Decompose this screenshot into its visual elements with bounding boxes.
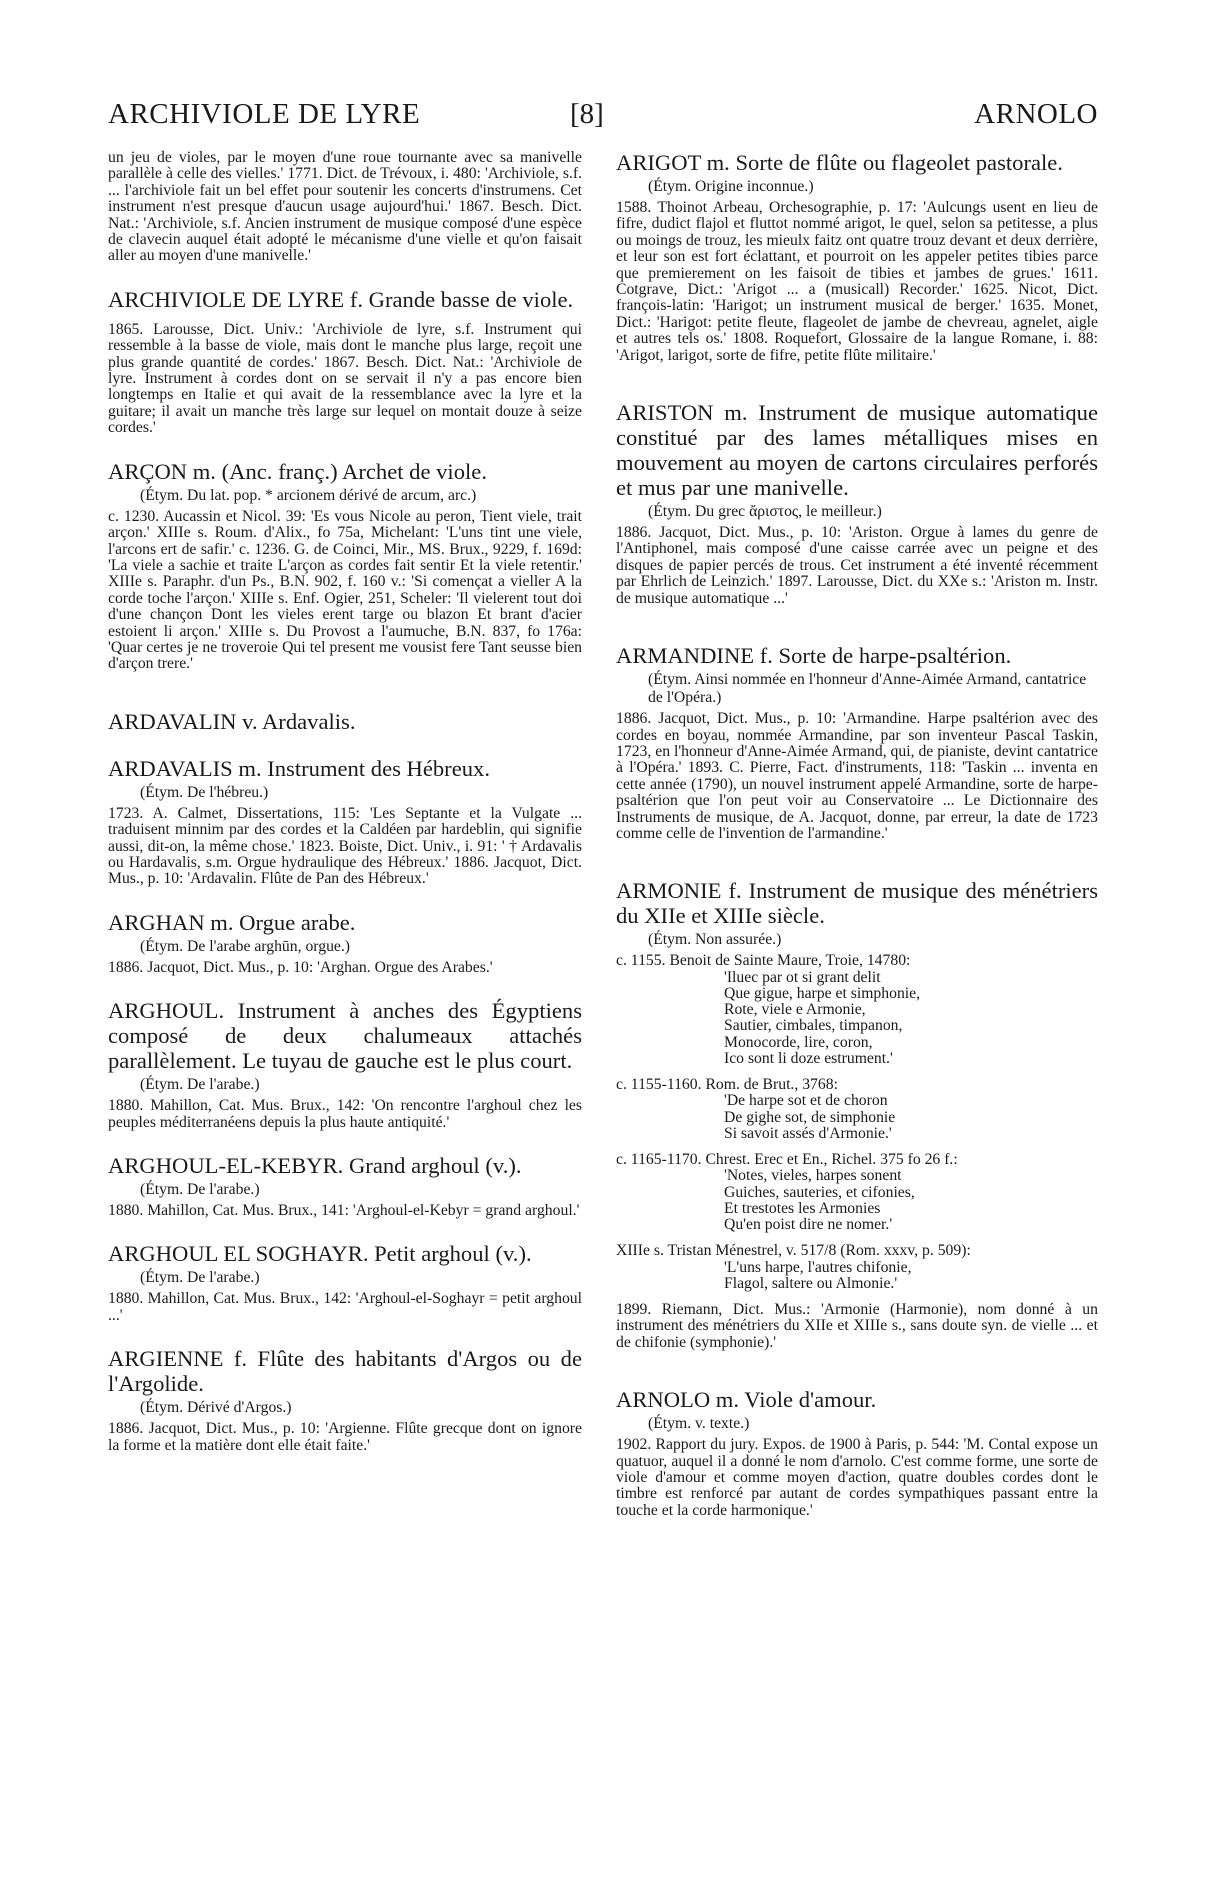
verse-line: 'De harpe sot et de choron [724,1092,888,1110]
entry-continuation: un jeu de violes, par le moyen d'une roue tournante avec sa manivelle parallèle à celle des vielles.' 1771. Dict. de Trévoux, i. 480: 'Archiviole, s.f. ... l'archiviole fait un bel effet pour soutenir les concerts d'instrumens. Cet instrument n'est presque d'aucun usage aujourd'hui.' 1867. Besch. Dict. Nat.: 'Archiviole, s.f. Ancien instrument de musique composé d'une espèce de clavecin auquel était adopté le mécanisme d'une vielle et qu'on faisait aller au moyen d'une manivelle.' [108,149,582,265]
verse-line: Rote, viele e Armonie, [724,1001,866,1019]
verse-line: Ico sont li doze estrument.' [724,1049,893,1067]
entry-ariston [616,400,1098,607]
entry-citations: 1886. Jacquot, Dict. Mus., p. 10: 'Ariston. Orgue à lames du genre de l'Antiphonel, mais composé d'une caisse carrée avec un peigne et des disques de papier percés de trous. Cet instrument a été inventé récemment par Ehrlich de Leinzich.' 1897. Larousse, Dict. du XXe s.: 'Ariston m. Instr. de musique automatique ...' [616,524,1098,607]
verse-line: Que gigue, harpe et simphonie, [724,984,921,1002]
left-column [108,150,582,1454]
entry-citation: 1899. Riemann, Dict. Mus.: 'Armonie (Harmonie), nom donné à un instrument des ménétriers du XIIe et XIIIe s., sans doute syn. de vielle ... et de chifonie (symphonie).' [616,1301,1098,1351]
entry-argienne [108,1346,582,1454]
entry-arghoul-el-kebyr [108,1153,582,1219]
verse-line: De gighe sot, de simphonie [724,1108,896,1126]
entry-headword: ARÇON m. (Anc. franç.) Archet de viole. [108,458,487,484]
entry-headword: ARGIENNE f. Flûte des habitants d'Argos ou de l'Argolide. [108,1346,582,1397]
entry-citations: 1865. Larousse, Dict. Univ.: 'Archiviole de lyre, s.f. Instrument qui ressemble à la basse de viole, mais dont le manche plus large, reçoit une plus grande quantité de cordes.' 1867. Besch. Dict. Nat.: 'Archiviole de lyre. Instrument à cordes dont on se servait il n'y a pas encore bien longtemps en Italie et qui avait de la ressemblance avec la lyre et la guitare; il avait un manche très large sur lequel on montait douze à seize cordes.' [108,320,582,437]
running-head-right: ARNOLO [974,98,1098,130]
verse-line: Qu'en poist dire ne nomer.' [724,1216,893,1233]
entry-etymology: (Étym. Du grec ἄριστος, le meilleur.) [648,503,882,521]
verse-line: Et trestotes les Armonies [724,1199,881,1217]
entry-citation: c. 1155-1160. Rom. de Brut., 3768: [616,1075,838,1093]
entry-citation: c. 1155. Benoit de Sainte Maure, Troie, 14780: [616,952,911,970]
entry-citation: XIIIe s. Tristan Ménestrel, v. 517/8 (Rom. xxxv, p. 509): [616,1242,971,1260]
entry-etymology: (Étym. De l'arabe.) [140,1181,260,1198]
entry-headword: ARGHOUL EL SOGHAYR. Petit arghoul (v.). [108,1241,532,1267]
entry-arghoul [108,998,582,1131]
entry-etymology: (Étym. v. texte.) [648,1415,750,1433]
entry-arghoul-el-soghayr [108,1241,582,1324]
verse-line: 'L'uns harpe, l'autres chifonie, [724,1258,912,1276]
entry-arnolo [616,1387,1098,1519]
entry-citations: 1886. Jacquot, Dict. Mus., p. 10: 'Arghan. Orgue des Arabes.' [108,958,493,976]
entry-etymology: (Étym. Du lat. pop. * arcionem dérivé de arcum, arc.) [140,486,477,504]
right-column [616,150,1098,1519]
entry-armonie [616,878,1098,1351]
entry-headword: ARGHAN m. Orgue arabe. [108,909,356,935]
entry-citations: 1588. Thoinot Arbeau, Orchesographie, p. 17: 'Aulcungs usent en lieu de fifre, dudict flajol et fluttot nommé arigot, le quel, selon sa petitesse, a plus ou moings de trouz, les mieulx faitz ont quatre trouz devant et deux derrière, et leur son est fort éclattant, et pourroit on les appeler petites tibies parce que premierement on les faisoit de tibies et jambes de grues.' 1611. Cotgrave, Dict.: 'Arigot ... a (musicall) Recorder.' 1625. Nicot, Dict. françois-latin: 'Harigot; un instrument musical de berger.' 1635. Monet, Dict.: 'Harigot: petite fleute, flageolet de jambe de chevreau, agnelet, aigle et autres tels os.' 1808. Roquefort, Glossaire de la langue Romane, i. 88: 'Arigot, larigot, sorte de fifre, petite flûte militaire.' [616,199,1098,364]
entry-headword: ARMANDINE f. Sorte de harpe-psaltérion. [616,643,1012,669]
verse-line: 'Iluec par ot si grant delit [724,968,881,986]
entry-etymology: (Étym. Origine inconnue.) [648,178,814,195]
entry-citations: 1723. A. Calmet, Dissertations, 115: 'Les Septante et la Vulgate ... traduisent minnim par des cordes et la Caldéen par hardeblin, qui signifie aussi, dit-on, la même chose.' 1823. Boiste, Dict. Univ., i. 91: ' † Ardavalis ou Hardavalis, s.m. Orgue hydraulique des Hébreux.' 1886. Jacquot, Dict. Mus., p. 10: 'Ardavalin. Flûte de Pan des Hébreux.' [108,804,582,888]
entry-headword: ARIGOT m. Sorte de flûte ou flageolet pastorale. [616,150,1063,175]
verse-line: Sautier, cimbales, timpanon, [724,1017,903,1035]
entry-ardavalin [108,709,582,734]
entry-etymology: (Étym. De l'arabe.) [140,1076,260,1094]
entry-arcon [108,459,582,673]
entry-citation: c. 1165-1170. Chrest. Erec et En., Richel. 375 fo 26 f.: [616,1150,958,1168]
verse-line: Si savoit assés d'Armonie.' [724,1124,892,1142]
entry-etymology: (Étym. Ainsi nommée en l'honneur d'Anne-Aimée Armand, cantatrice de l'Opéra.) [648,671,1087,707]
entry-citations: 1902. Rapport du jury. Expos. de 1900 à Paris, p. 544: 'M. Contal expose un quatuor, auquel il a donné le nom d'arnolo. C'est comme forme, une sorte de viole d'amour et comme moyen d'action, quatre doubles cordes dont le timbre est renforcé par autant de cordes sympathiques passant entre la touche et la corde harmonique.' [616,1436,1098,1519]
verse-line: Flagol, saltere ou Almonie.' [724,1274,898,1292]
entry-arigot [616,150,1098,364]
entry-citations: c. 1230. Aucassin et Nicol. 39: 'Es vous Nicole au peron, Tient viele, trait arçon.' XIIIe s. Roum. d'Alix., fo 75a, Michelant: 'L'uns tint une viele, l'arcons ert de safir.' c. 1236. G. de Coinci, Mir., MS. Brux., 9229, f. 169d: 'La viele a sachie et traite L'arçon as cordes fait sentir Et la viele retentir.' XIIIe s. Paraphr. d'un Ps., B.N. 902, f. 160 v.: 'Si començat a vieller A la corde toche l'arçon.' XIIIe s. Enf. Ogier, 251, Scheler: 'Il vielerent tout doi d'une chançon Dont les vieles erent targe ou blazon Et brant d'acier estoient li arçon.' XIIIe s. Du Provost a l'aumuche, B.N. 837, fo 176a: 'Quar certes je ne troveroie Qui tel present me vousist fere Tant seusse bien d'arçon trere.' [108,507,582,673]
entry-ardavalis [108,756,582,888]
entry-headword: ARCHIVIOLE DE LYRE f. Grande basse de viole. [108,286,574,312]
entry-headword: ARISTON m. Instrument de musique automatique constitué par des lames métalliques mises en mouvement au moyen de cartons circulaires perforés et mus par une manivelle. [616,400,1098,501]
entry-armandine [616,643,1098,842]
verse-line: Monocorde, lire, coron, [724,1033,873,1051]
entry-archiviole-de-lyre [108,287,582,437]
entry-etymology: (Étym. De l'arabe arghūn, orgue.) [140,937,351,955]
entry-citations: 1880. Mahillon, Cat. Mus. Brux., 141: 'Arghoul-el-Kebyr = grand arghoul.' [108,1202,580,1219]
verse-line: 'Notes, vieles, harpes sonent [724,1167,902,1185]
page-number: [8] [570,98,604,130]
verse-line: Guiches, sauteries, et cifonies, [724,1183,915,1201]
entry-headword: ARGHOUL-EL-KEBYR. Grand arghoul (v.). [108,1153,522,1178]
entry-etymology: (Étym. De l'arabe.) [140,1269,260,1287]
entry-etymology: (Étym. Dérivé d'Argos.) [140,1399,292,1417]
entry-arghan [108,910,582,976]
entry-etymology: (Étym. Non assurée.) [648,931,782,949]
entry-headword: ARGHOUL. Instrument à anches des Égyptiens composé de deux chalumeaux attachés parallèlement. Le tuyau de gauche est le plus court. [108,998,582,1074]
running-head-left: ARCHIVIOLE DE LYRE [108,98,421,130]
entry-citations: 1886. Jacquot, Dict. Mus., p. 10: 'Argienne. Flûte grecque dont on ignore la forme et la matière dont elle était faite.' [108,1420,582,1454]
entry-headword: ARNOLO m. Viole d'amour. [616,1387,877,1413]
entry-headword: ARDAVALIS m. Instrument des Hébreux. [108,755,490,781]
entry-headword: ARDAVALIN v. Ardavalis. [108,708,356,734]
entry-citations: 1880. Mahillon, Cat. Mus. Brux., 142: 'On rencontre l'arghoul chez les peuples méditerranéens depuis la plus haute antiquité.' [108,1097,582,1131]
entry-citations: 1880. Mahillon, Cat. Mus. Brux., 142: 'Arghoul-el-Soghayr = petit arghoul ...' [108,1290,582,1324]
entry-citations: 1886. Jacquot, Dict. Mus., p. 10: 'Armandine. Harpe psaltérion avec des cordes en boyau, nommée Armandine, par son inventeur Pascal Taskin, 1723, en l'honneur d'Anne-Aimée Armand, qui, de pianiste, devint cantatrice à l'Opéra.' 1893. C. Pierre, Fact. d'instruments, 118: 'Taskin ... inventa en cette année (1790), un nouvel instrument appelé Armandine, sorte de harpe-psaltérion que l'on peut voir au Conservatoire ... Le Dictionnaire des Instruments de musique, de A. Jacquot, donne, par erreur, la date de 1723 comme celle de l'invention de l'armandine.' [616,710,1098,842]
entry-etymology: (Étym. De l'hébreu.) [140,783,269,801]
page-header [108,98,1098,142]
entry-headword: ARMONIE f. Instrument de musique des ménétriers du XIIe et XIIIe siècle. [616,878,1098,929]
